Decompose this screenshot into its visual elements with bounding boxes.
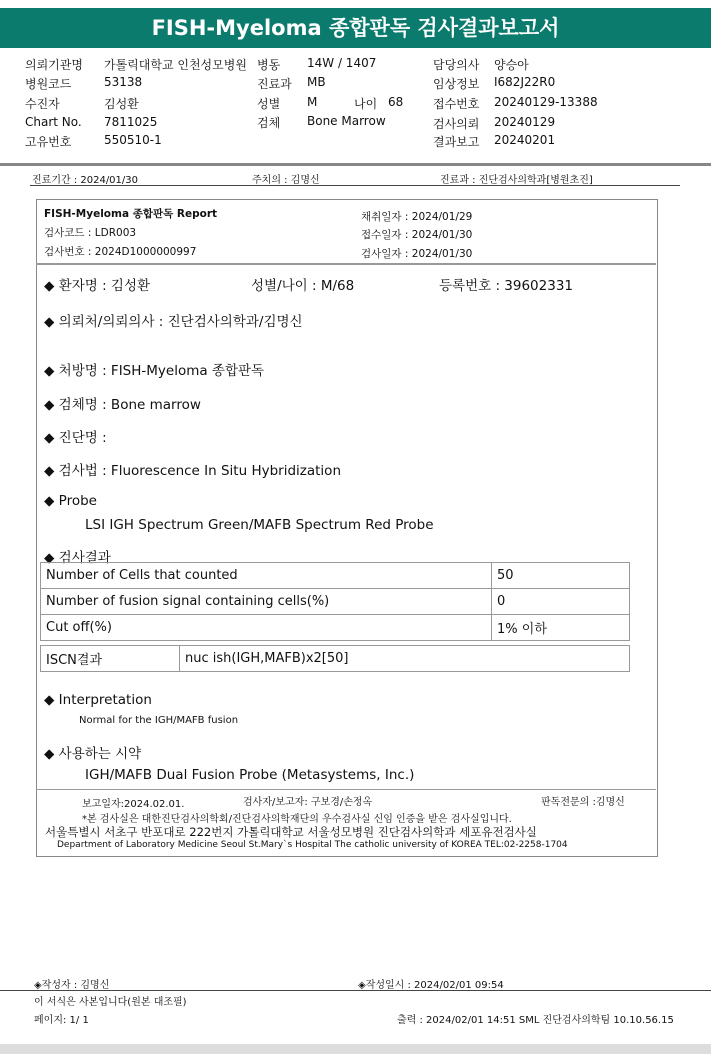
inst-value: 가톨릭대학교 인천성모병원 [104, 58, 247, 72]
reagent-heading: ◆ 사용하는 시약 [44, 746, 142, 762]
age-label: 나이 [354, 97, 378, 111]
visit-dept: 진료과 : 진단검사의학과[병원초진] [440, 175, 593, 186]
result-label: 결과보고 [433, 135, 480, 149]
lab-address: 서울특별시 서초구 반포대로 222번지 가톨릭대학교 서울성모병원 진단검사의학과 세포유전검사실 [45, 825, 537, 839]
iscn-value: nuc ish(IGH,MAFB)x2[50] [180, 646, 630, 672]
specimen-value: Bone Marrow [307, 114, 386, 128]
result-value-cell: 1% 이하 [492, 615, 630, 641]
iscn-label: ISCN결과 [41, 646, 180, 672]
report-name: FISH-Myeloma 종합판독 Report [44, 208, 218, 220]
result-value-cell: 50 [492, 563, 630, 589]
tester: 검사자/보고자: 구보경/손정옥 [243, 797, 373, 808]
sex-age: 성별/나이 : M/68 [251, 278, 355, 294]
registration-number: 등록번호 : 39602331 [439, 278, 574, 294]
unique-label: 고유번호 [25, 135, 72, 149]
bottom-divider [0, 990, 711, 991]
receipt-value: 20240129-13388 [494, 95, 598, 109]
page-bottom-band [0, 1044, 711, 1054]
chart-value: 7811025 [104, 115, 158, 129]
result-value: 20240201 [494, 133, 556, 147]
receipt-label: 접수번호 [433, 97, 480, 111]
test-date: 검사일자 : 2024/01/30 [361, 248, 473, 260]
result-label-cell: Cut off(%) [41, 615, 492, 641]
clinical-label: 임상정보 [433, 77, 480, 91]
patient-name: ◆ 환자명 : 김성환 [44, 278, 151, 294]
patient-value: 김성환 [104, 97, 139, 111]
doctor-value: 양승아 [494, 58, 529, 72]
interpretation-value: Normal for the IGH/MAFB fusion [79, 715, 239, 726]
result-label-cell: Number of Cells that counted [41, 563, 492, 589]
dept-value: MB [307, 75, 326, 89]
probe-value: LSI IGH Spectrum Green/MAFB Spectrum Red Probe [85, 517, 434, 533]
result-heading: ◆ 검사결과 [44, 550, 111, 566]
output-info: 출력 : 2024/02/01 14:51 SML 진단검사의학팀 10.10.56.15 [397, 1015, 674, 1026]
request-value: 20240129 [494, 115, 556, 129]
footer-divider [36, 789, 656, 790]
referrer: ◆ 의뢰처/의뢰의사 : 진단검사의학과/김명신 [44, 314, 303, 330]
doctor-label: 담당의사 [433, 58, 480, 72]
chart-label: Chart No. [25, 115, 82, 129]
test-method: ◆ 검사법 : Fluorescence In Situ Hybridization [44, 463, 341, 479]
written-datetime: ◈작성일시 : 2024/02/01 09:54 [358, 980, 504, 991]
inquiry-physician: 판독전문의 :김명신 [541, 797, 625, 808]
ward-value: 14W / 1407 [307, 56, 377, 70]
copy-note: 이 서식은 사본입니다(원본 대조필) [34, 997, 187, 1008]
lab-department-en: Department of Laboratory Medicine Seoul St.Mary`s Hospital The catholic university of KOREA TEL:02-2258-1704 [57, 840, 568, 850]
hospcode-value: 53138 [104, 75, 143, 89]
specimen-name: ◆ 검체명 : Bone marrow [44, 397, 201, 413]
age-value: 68 [388, 95, 404, 109]
request-label: 검사의뢰 [433, 117, 480, 131]
report-number: 검사번호 : 2024D1000000997 [44, 246, 197, 258]
visit-divider [30, 185, 680, 186]
ward-label: 병동 [257, 58, 281, 72]
report-code: 검사코드 : LDR003 [44, 227, 137, 239]
document-title: FISH-Myeloma 종합판독 검사결과보고서 [0, 8, 711, 48]
receive-date: 접수일자 : 2024/01/30 [361, 229, 473, 241]
visit-physician: 주치의 : 김명신 [252, 175, 320, 186]
interpretation-heading: ◆ Interpretation [44, 692, 152, 708]
dept-label: 진료과 [257, 77, 292, 91]
table-row [41, 615, 630, 641]
report-date: 보고일자:2024.02.01. [82, 799, 185, 810]
visit-period: 진료기간 : 2024/01/30 [32, 175, 139, 186]
report-head-divider [36, 263, 656, 265]
table-row [41, 646, 630, 672]
results-table [40, 562, 630, 641]
patient-label: 수진자 [25, 97, 60, 111]
author: ◈작성자 : 김명신 [34, 980, 110, 991]
reagent-value: IGH/MAFB Dual Fusion Probe (Metasystems, Inc.) [85, 767, 415, 783]
unique-value: 550510-1 [104, 133, 162, 147]
header-divider [0, 163, 711, 166]
specimen-label: 검체 [257, 116, 281, 130]
iscn-table [40, 645, 630, 672]
prescription: ◆ 처방명 : FISH-Myeloma 종합판독 [44, 363, 265, 379]
hospcode-label: 병원코드 [25, 77, 72, 91]
page-indicator: 페이지: 1/ 1 [34, 1015, 89, 1026]
table-row [41, 563, 630, 589]
probe-heading: ◆ Probe [44, 493, 97, 509]
diagnosis: ◆ 진단명 : [44, 430, 107, 446]
certification-note: *본 검사실은 대한진단검사의학회/진단검사의학재단의 우수검사실 신임 인증을 받은 검사실입니다. [82, 814, 512, 825]
clinical-value: I682J22R0 [494, 75, 556, 89]
result-label-cell: Number of fusion signal containing cells(%) [41, 589, 492, 615]
inst-label: 의뢰기관명 [25, 58, 83, 72]
sex-value: M [307, 95, 318, 109]
sex-label: 성별 [257, 97, 281, 111]
result-value-cell: 0 [492, 589, 630, 615]
table-row [41, 589, 630, 615]
collect-date: 채취일자 : 2024/01/29 [361, 211, 473, 223]
